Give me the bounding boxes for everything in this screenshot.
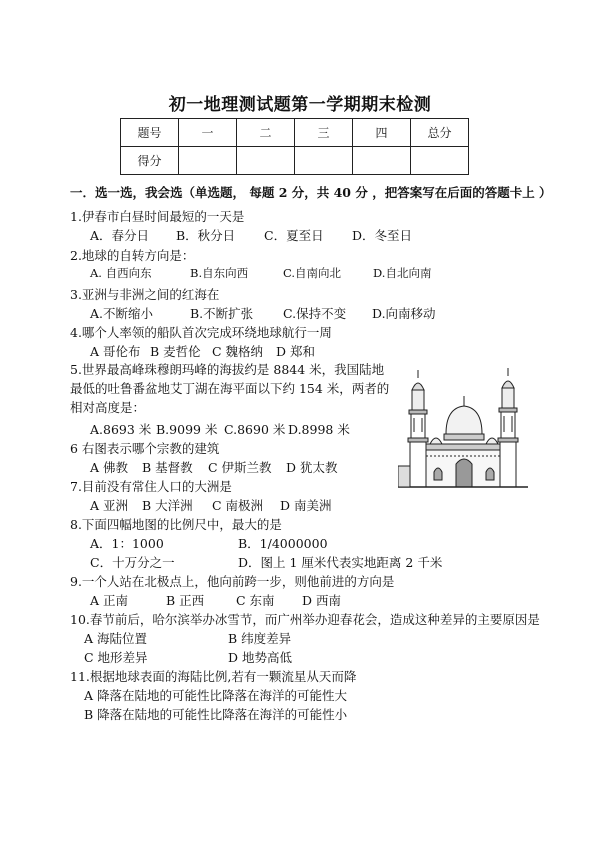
option: D.向南移动	[372, 306, 436, 321]
option: D.自北向南	[373, 266, 432, 280]
option: B 大洋洲	[142, 498, 193, 513]
option: C.自南向北	[283, 266, 342, 280]
question-stem: 4.哪个人率领的船队首次完成环绕地球航行一周	[70, 325, 332, 340]
option: B 正西	[166, 593, 205, 608]
score-header-cell: 三	[295, 119, 353, 147]
option: A.8693 米	[90, 422, 152, 437]
small-dome-right	[486, 438, 498, 444]
score-header-cell: 题号	[121, 119, 179, 147]
option: D 犹太教	[286, 460, 338, 475]
option: C 伊斯兰教	[208, 460, 272, 475]
score-header-cell: 四	[353, 119, 411, 147]
option: C.8690 米	[224, 422, 286, 437]
mosque-body	[398, 444, 528, 487]
option: B 基督教	[142, 460, 193, 475]
option: A 亚洲	[90, 498, 129, 513]
score-cell[interactable]	[295, 147, 353, 175]
option: A. 自西向东	[90, 266, 152, 280]
option: C 东南	[236, 593, 275, 608]
question-stem: 9.一个人站在北极点上，他向前跨一步，则他前进的方向是	[70, 574, 395, 589]
option: A 哥伦布	[90, 344, 141, 359]
question-stem: 7.目前没有常住人口的大洲是	[70, 479, 232, 494]
main-dome	[444, 396, 484, 440]
right-minaret	[498, 368, 518, 487]
section-heading: 一．选一选，我会选（单选题， 每题 2 分，共 40 分 ，把答案写在后面的答题卡上 ）	[70, 185, 552, 200]
option: A．1：1000	[90, 536, 164, 551]
option: B．秋分日	[176, 228, 236, 243]
score-table	[120, 118, 469, 175]
score-header-cell: 二	[237, 119, 295, 147]
option: D.8998 米	[288, 422, 350, 437]
option: A．春分日	[90, 228, 150, 243]
score-cell[interactable]	[353, 147, 411, 175]
option: D．图上 1 厘米代表实地距离 2 千米	[238, 555, 443, 570]
option: D 西南	[302, 593, 341, 608]
option: B 纬度差异	[228, 631, 292, 646]
option: A 佛教	[90, 460, 129, 475]
score-cell[interactable]	[411, 147, 469, 175]
question-stem: 11.根据地球表面的海陆比例,若有一颗流星从天而降	[70, 669, 357, 684]
option: C.保持不变	[283, 306, 347, 321]
score-cell[interactable]	[237, 147, 295, 175]
option: D 地势高低	[228, 650, 292, 665]
question-stem: 6 右图表示哪个宗教的建筑	[70, 441, 220, 456]
question-stem: 3.亚洲与非洲之间的红海在	[70, 287, 220, 302]
option: B．1/4000000	[238, 536, 328, 551]
option: C．十万分之一	[90, 555, 175, 570]
question-stem: 10.春节前后，哈尔滨举办冰雪节，而广州举办迎春花会，造成这种差异的主要原因是	[70, 612, 540, 627]
question-stem: 8.下面四幅地图的比例尺中，最大的是	[70, 517, 282, 532]
score-table-header-row	[121, 119, 469, 147]
option: C 魏格纳	[212, 344, 264, 359]
score-header-cell: 总分	[411, 119, 469, 147]
question-stem: 1.伊春市白昼时间最短的一天是	[70, 209, 245, 224]
option: C 南极洲	[212, 498, 264, 513]
option: A 降落在陆地的可能性比降落在海洋的可能性大	[84, 688, 348, 703]
score-header-cell: 一	[179, 119, 237, 147]
option: D 南美洲	[280, 498, 332, 513]
question-stem: 2.地球的自转方向是：	[70, 248, 195, 263]
option: B.不断扩张	[190, 306, 254, 321]
option: D 郑和	[276, 344, 315, 359]
small-dome-left	[430, 438, 442, 444]
mosque-illustration	[398, 368, 528, 493]
option: D．冬至日	[352, 228, 413, 243]
page-title: 初一地理测试题第一学期期末检测	[168, 95, 432, 115]
option: C 地形差异	[84, 650, 148, 665]
score-table-score-row	[121, 147, 469, 175]
option: A.不断缩小	[90, 306, 154, 321]
left-minaret	[408, 370, 428, 487]
option: B.自东向西	[190, 266, 249, 280]
option: A 正南	[90, 593, 129, 608]
option: B 麦哲伦	[150, 344, 201, 359]
question-stem: 5.世界最高峰珠穆朗玛峰的海拔约是 8844 米，我国陆地最低的吐鲁番盆地艾丁湖在海平面以下约 154 米，两者的相对高度是：	[70, 362, 390, 415]
option: B.9099 米	[156, 422, 218, 437]
option: C．夏至日	[264, 228, 324, 243]
score-cell[interactable]	[179, 147, 237, 175]
score-row-label: 得分	[121, 147, 179, 175]
option: A 海陆位置	[84, 631, 148, 646]
option: B 降落在陆地的可能性比降落在海洋的可能性小	[84, 707, 348, 722]
